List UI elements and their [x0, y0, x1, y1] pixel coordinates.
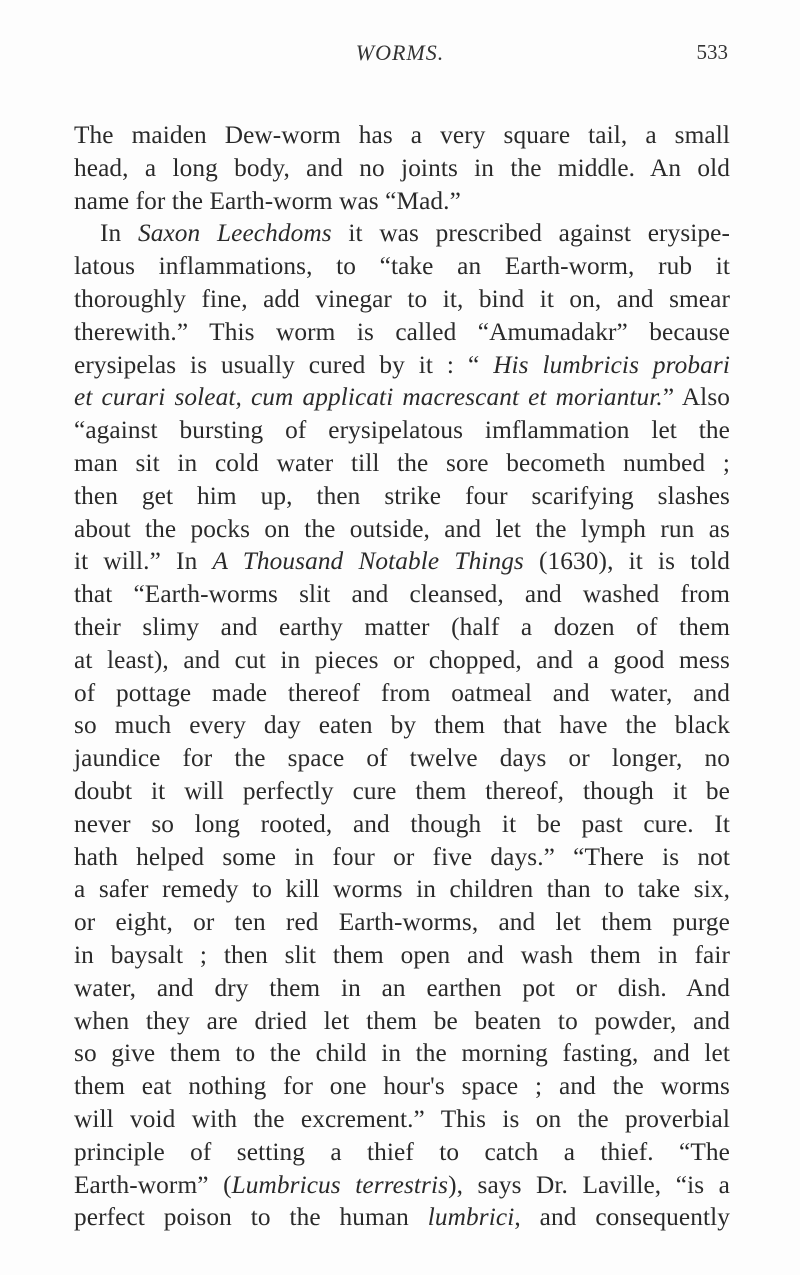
- text-line: therewith.” This worm is called “Amumadakr” because: [74, 317, 730, 346]
- text-line: in baysalt ; then slit them open and wash them in fair: [74, 940, 730, 969]
- text-line: latous inflammations, to “take an Earth-worm, rub it: [74, 252, 730, 281]
- text-line: hath helped some in four or five days.” “There is not: [74, 842, 730, 871]
- text-line: In Saxon Leechdoms it was prescribed against erysipe-: [100, 219, 730, 248]
- text-line: a safer remedy to kill worms in children than to take six,: [74, 875, 730, 904]
- text-line: jaundice for the space of twelve days or longer, no: [74, 744, 730, 773]
- text-line: principle of setting a thief to catch a thief. “The: [74, 1137, 730, 1166]
- running-title: WORMS.: [355, 40, 445, 65]
- text-line: or eight, or ten red Earth-worms, and let them purge: [74, 908, 730, 937]
- text-line: perfect poison to the human lumbrici, and consequently: [74, 1203, 731, 1232]
- text-line: never so long rooted, and though it be past cure. It: [74, 809, 730, 838]
- text-line: at least), and cut in pieces or chopped, and a good mess: [74, 645, 730, 674]
- text-line: name for the Earth-worm was “Mad.”: [74, 186, 461, 215]
- text-line: about the pocks on the outside, and let the lymph run as: [74, 514, 730, 543]
- text-line: that “Earth-worms slit and cleansed, and washed from: [74, 580, 730, 609]
- text-line: so much every day eaten by them that have the black: [74, 711, 730, 740]
- text-line: The maiden Dew-worm has a very square tail, a small: [74, 121, 730, 149]
- text-line: water, and dry them in an earthen pot or dish. And: [74, 973, 730, 1002]
- page-number: 533: [696, 40, 728, 64]
- text-line: doubt it will perfectly cure them thereof, though it be: [74, 776, 730, 805]
- text-line: will void with the excrement.” This is on the proverbial: [74, 1104, 730, 1133]
- text-line: their slimy and earthy matter (half a dozen of them: [74, 612, 730, 641]
- text-line: Earth-worm” (Lumbricus terrestris), says Dr. Laville, “is a: [74, 1170, 730, 1199]
- text-line: so give them to the child in the morning fasting, and let: [74, 1039, 730, 1068]
- page-header: [0, 40, 800, 70]
- text-line: man sit in cold water till the sore becometh numbed ;: [74, 448, 730, 477]
- text-line: head, a long body, and no joints in the middle. An old: [74, 153, 730, 182]
- text-line: of pottage made thereof from oatmeal and water, and: [74, 678, 730, 707]
- text-line: then get him up, then strike four scarifying slashes: [74, 481, 730, 510]
- text-line: it will.” In A Thousand Notable Things (1630), it is told: [74, 547, 731, 576]
- text-line: “against bursting of erysipelatous imflammation let the: [74, 416, 730, 445]
- text-line: thoroughly fine, add vinegar to it, bind it on, and smear: [74, 284, 730, 313]
- body-text: [74, 119, 730, 1234]
- text-line: them eat nothing for one hour's space ; and the worms: [74, 1072, 730, 1101]
- text-line: erysipelas is usually cured by it : “ His lumbricis probari: [74, 350, 730, 379]
- text-line: et curari soleat, cum applicati macrescant et moriantur.” Also: [74, 383, 731, 412]
- text-line: when they are dried let them be beaten to powder, and: [74, 1006, 730, 1035]
